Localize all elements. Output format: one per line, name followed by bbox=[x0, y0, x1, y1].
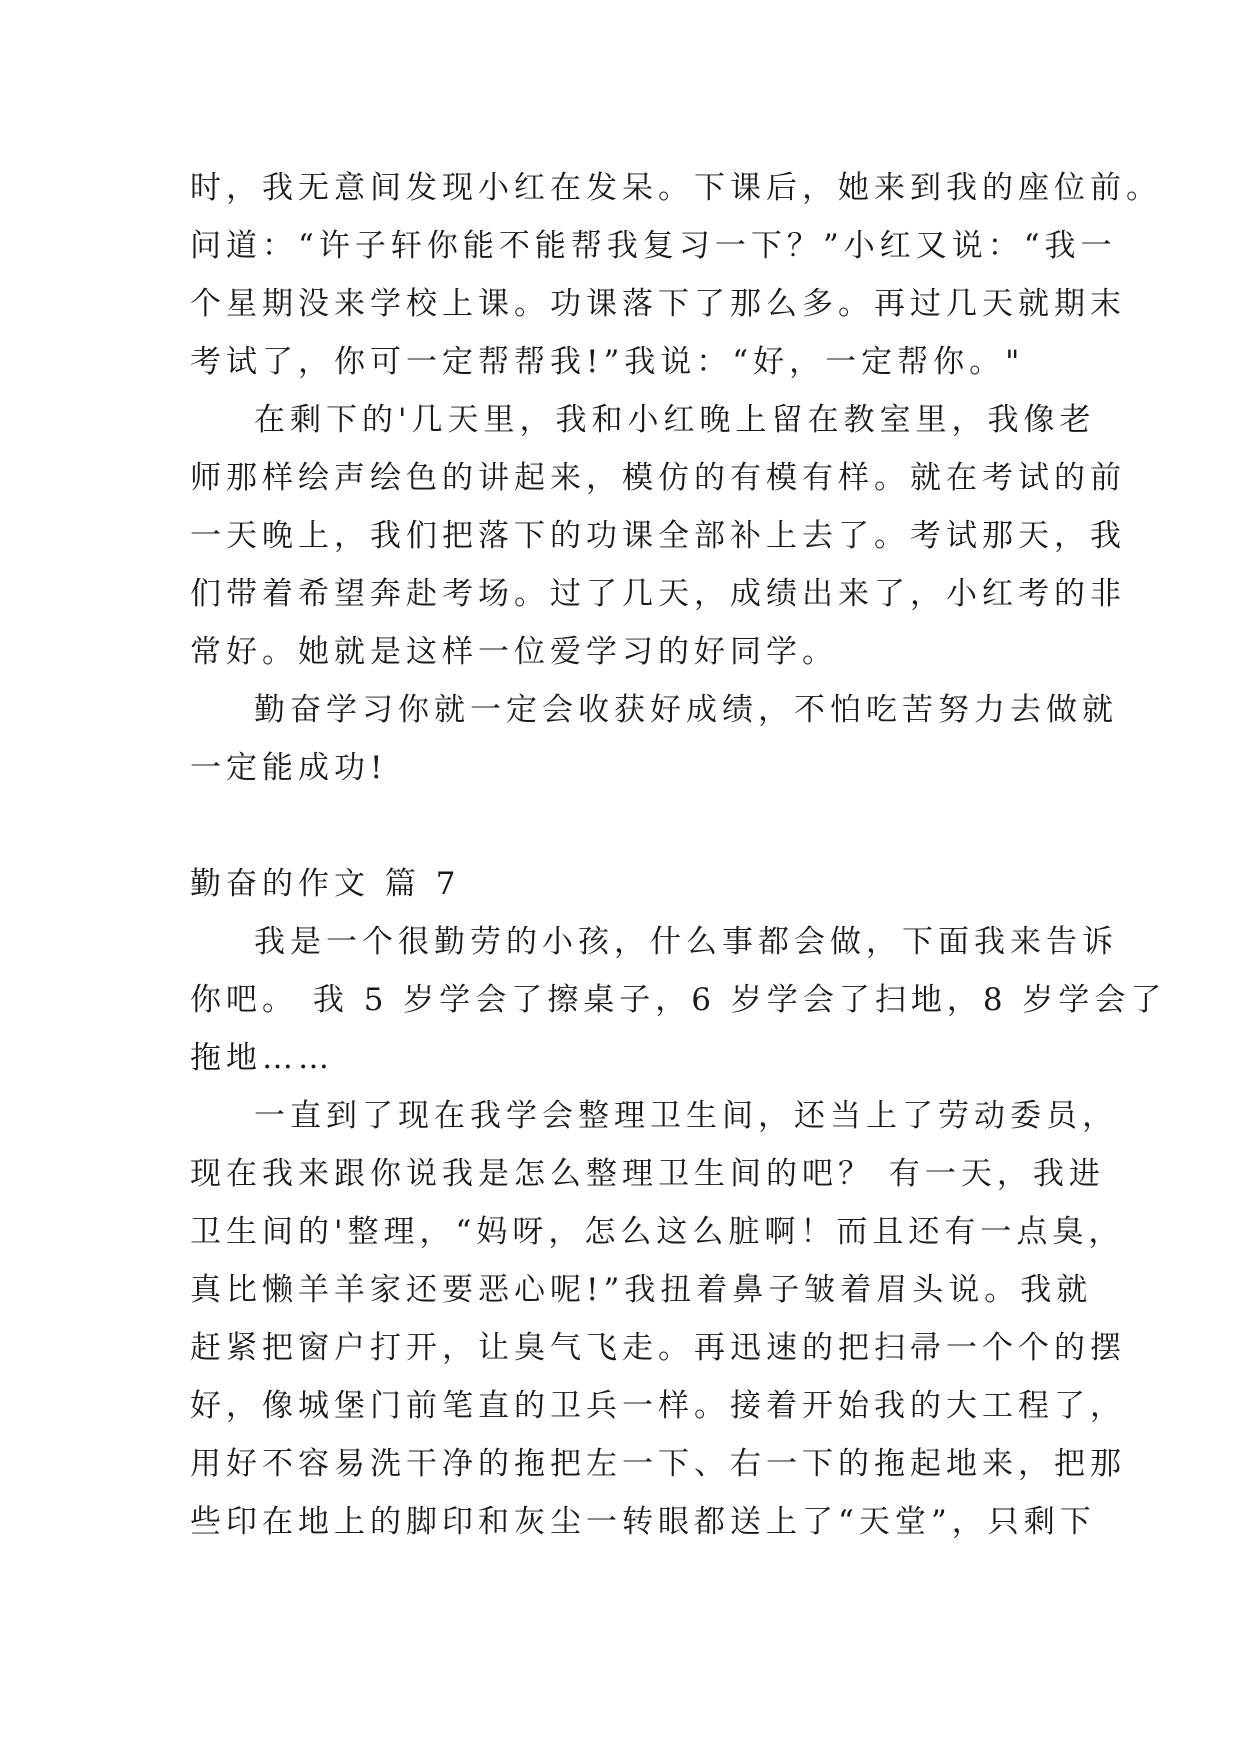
paragraph-line: 好，像城堡门前笔直的卫兵一样。接着开始我的大工程了， bbox=[190, 1388, 1126, 1424]
paragraph-line: 赶紧把窗户打开，让臭气飞走。再迅速的把扫帚一个个的摆 bbox=[190, 1330, 1126, 1366]
paragraph-line: 我是一个很勤劳的小孩，什么事都会做，下面我来告诉 bbox=[254, 924, 1118, 960]
paragraph-line: 们带着希望奔赴考场。过了几天，成绩出来了，小红考的非 bbox=[190, 576, 1126, 612]
paragraph-line: 问道：“许子轩你能不能帮我复习一下？”小红又说：“我一 bbox=[190, 228, 1117, 264]
paragraph-line: 常好。她就是这样一位爱学习的好同学。 bbox=[190, 634, 838, 670]
section-heading: 勤奋的作文 篇 7 bbox=[190, 866, 461, 902]
paragraph-line: 一天晚上，我们把落下的功课全部补上去了。考试那天，我 bbox=[190, 518, 1126, 554]
paragraph-line: 现在我来跟你说我是怎么整理卫生间的吧？ 有一天，我进 bbox=[190, 1156, 1105, 1192]
paragraph-line: 师那样绘声绘色的讲起来，模仿的有模有样。就在考试的前 bbox=[190, 460, 1126, 496]
paragraph-line: 一定能成功! bbox=[190, 750, 388, 786]
paragraph-line: 勤奋学习你就一定会收获好成绩，不怕吃苦努力去做就 bbox=[254, 692, 1118, 728]
paragraph-line: 拖地…… bbox=[190, 1040, 334, 1076]
paragraph-line: 真比懒羊羊家还要恶心呢!”我扭着鼻子皱着眉头说。我就 bbox=[190, 1272, 1093, 1308]
paragraph-line: 个星期没来学校上课。功课落下了那么多。再过几天就期末 bbox=[190, 286, 1126, 322]
paragraph-line: 你吧。 我 5 岁学会了擦桌子，6 岁学会了扫地，8 岁学会了 bbox=[190, 982, 1167, 1018]
paragraph-line: 一直到了现在我学会整理卫生间，还当上了劳动委员， bbox=[254, 1098, 1118, 1134]
paragraph-line: 卫生间的'整理，“妈呀，怎么这么脏啊！而且还有一点臭， bbox=[190, 1214, 1125, 1250]
paragraph-line: 考试了，你可一定帮帮我!”我说：“好，一定帮你。" bbox=[190, 344, 1025, 380]
paragraph-line: 些印在地上的脚印和灰尘一转眼都送上了“天堂”，只剩下 bbox=[190, 1504, 1096, 1540]
paragraph-line: 用好不容易洗干净的拖把左一下、右一下的拖起地来，把那 bbox=[190, 1446, 1126, 1482]
paragraph-line: 时，我无意间发现小红在发呆。下课后，她来到我的座位前。 bbox=[190, 170, 1162, 206]
paragraph-line: 在剩下的'几天里，我和小红晚上留在教室里，我像老 bbox=[254, 402, 1096, 438]
